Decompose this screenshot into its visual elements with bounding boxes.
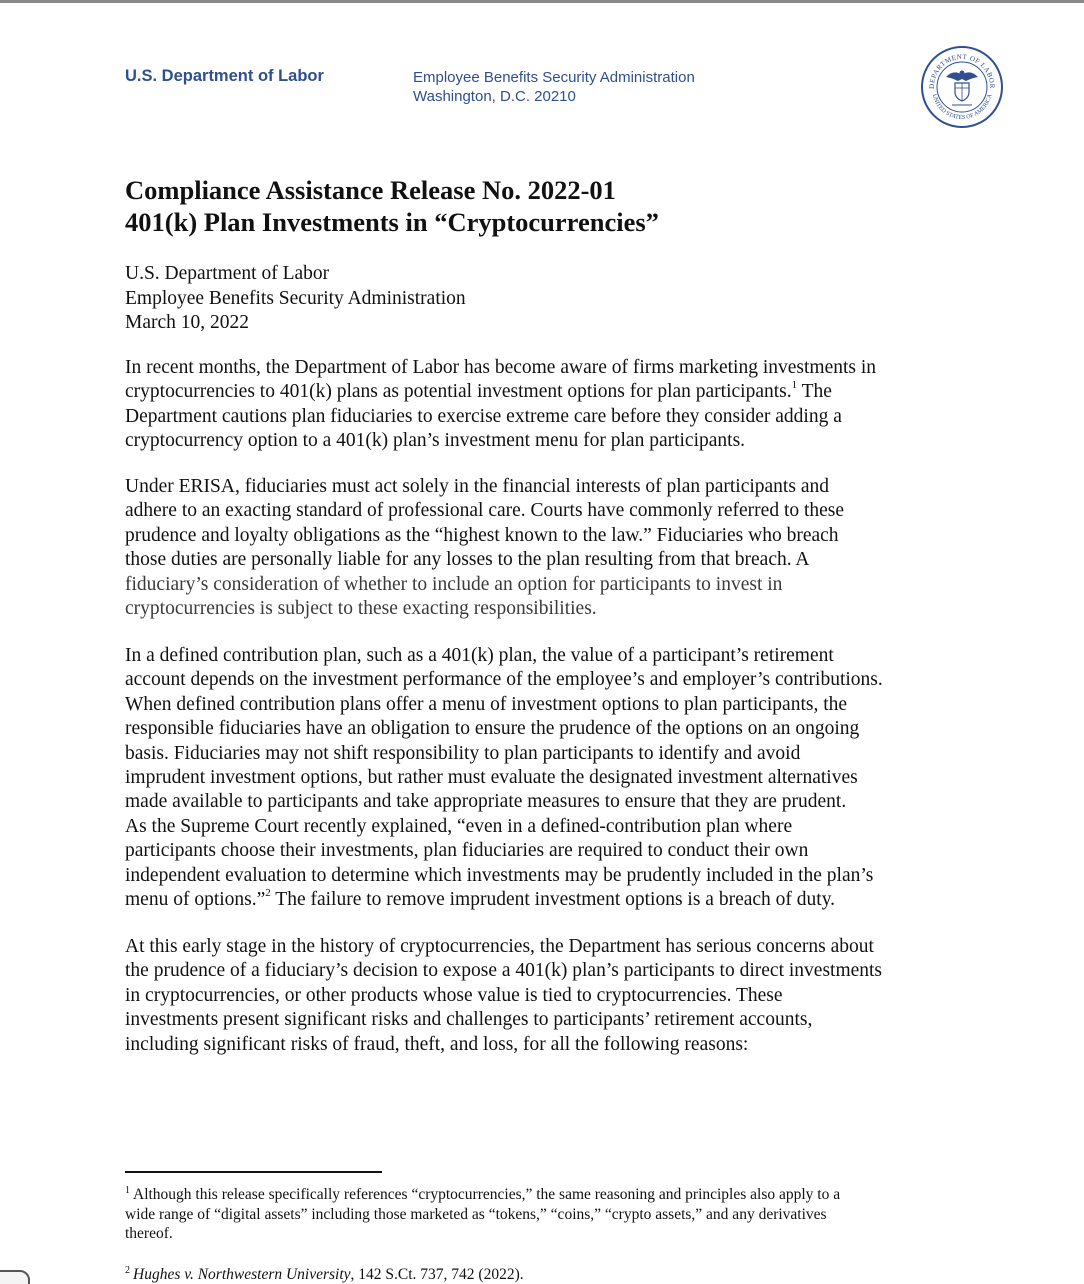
footnote-1-line-2: wide range of “digital assets” including those marketed as “tokens,” “coins,” “crypto assets,” and any derivatives — [125, 1205, 827, 1223]
p2-line-1: Under ERISA, fiduciaries must act solely in the financial interests of plan participants and — [125, 476, 829, 497]
p1-line-2: cryptocurrencies to 401(k) plans as potential investment options for plan participants.$^1$ The — [125, 379, 832, 403]
footnote-1 — [125, 1185, 965, 1244]
top-border — [0, 0, 1084, 3]
p1-line-3: Department cautions plan fiduciaries to exercise extreme care before they consider adding a — [125, 405, 842, 427]
department-seal-icon — [920, 45, 1004, 129]
issuer-administration: Employee Benefits Security Administration — [125, 287, 466, 309]
p1-line-4: cryptocurrency option to a 401(k) plan’s investment menu for plan participants. — [125, 430, 746, 452]
paragraph-1 — [125, 356, 965, 454]
p3-line-9: participants choose their investments, plan fiduciaries are required to conduct their own — [125, 840, 809, 862]
paragraph-2 — [125, 475, 965, 621]
p2-line-6: cryptocurrencies is subject to these exacting responsibilities. — [125, 598, 597, 620]
footnote-1-line-3: thereof. — [125, 1225, 173, 1242]
issuer-department: U.S. Department of Labor — [125, 263, 330, 284]
footnote-divider — [125, 1171, 382, 1173]
footnote-ref-1: 1 — [791, 379, 798, 392]
seal-text-bottom: UNITED STATES OF AMERICA — [930, 93, 994, 122]
p3-line-8: As the Supreme Court recently explained, “even in a defined-contribution plan where — [125, 815, 793, 837]
footnote-ref-2: 2 — [265, 887, 271, 900]
footnote-2-case-name: Hughes v. Northwestern University — [133, 1266, 351, 1283]
seal-text-top: DEPARTMENT OF LABOR — [927, 52, 997, 89]
footnote-2-citation: , 142 S.Ct. 737, 742 (2022). — [350, 1266, 524, 1283]
p2-line-4: those duties are personally liable for any losses to the plan resulting from that breach. A — [125, 549, 810, 571]
address-line-2: Washington, D.C. 20210 — [413, 88, 576, 105]
p1-line-1: In recent months, the Department of Labor has become aware of firms marketing investments in — [125, 357, 877, 378]
paragraph-4 — [125, 935, 965, 1057]
viewer-corner-handle[interactable] — [0, 1270, 30, 1284]
title-line-2: 401(k) Plan Investments in “Cryptocurrencies” — [125, 207, 659, 237]
footnote-2 — [125, 1265, 965, 1284]
p3-line-3: When defined contribution plans offer a menu of investment options to plan participants, the — [125, 693, 848, 715]
p3-line-2: account depends on the investment performance of the employee’s and employer’s contributions. — [125, 669, 883, 691]
footnote-2-mark: 2 — [125, 1265, 130, 1276]
p2-line-2: adhere to an exacting standard of professional care. Courts have commonly referred to these — [125, 500, 845, 522]
p4-line-4: investments present significant risks and challenges to participants’ retirement accounts, — [125, 1009, 813, 1031]
p4-line-1: At this early stage in the history of cryptocurrencies, the Department has serious concerns about — [125, 936, 874, 957]
paragraph-3 — [125, 644, 965, 912]
footnote-1-mark: 1 — [125, 1185, 130, 1196]
title-line-1: Compliance Assistance Release No. 2022-01 — [125, 175, 616, 205]
p3-line-11: menu of options.”$^2$ The failure to remove imprudent investment options is a breach of duty. — [125, 887, 836, 911]
issue-date: March 10, 2022 — [125, 312, 250, 333]
p3-line-7: made available to participants and take appropriate measures to ensure that they are prudent. — [125, 791, 847, 813]
p3-line-5: basis. Fiduciaries may not shift responsibility to plan participants to identify and avoid — [125, 742, 801, 764]
p3-line-6: imprudent investment options, but rather must evaluate the designated investment alternatives — [125, 767, 858, 789]
p4-line-3: in cryptocurrencies, or other products whose value is tied to cryptocurrencies. These — [125, 984, 783, 1006]
p4-line-2: the prudence of a fiduciary’s decision to expose a 401(k) plan’s participants to direct investments — [125, 960, 883, 982]
letterhead-address — [413, 68, 695, 106]
page-title — [125, 174, 659, 238]
letterhead-agency: U.S. Department of Labor — [125, 67, 324, 85]
p2-line-5: fiduciary’s consideration of whether to include an option for participants to invest in — [125, 573, 783, 595]
p3-line-10: independent evaluation to determine which investments may be prudently included in the plan’s — [125, 864, 874, 886]
issuer-block — [125, 262, 466, 336]
p4-line-5: including significant risks of fraud, theft, and loss, for all the following reasons: — [125, 1033, 749, 1055]
p2-line-3: prudence and loyalty obligations as the “highest known to the law.” Fiduciaries who breach — [125, 524, 839, 546]
address-line-1: Employee Benefits Security Administration — [413, 69, 695, 86]
footnote-1-line-1: Although this release specifically references “cryptocurrencies,” the same reasoning and principles also apply to a — [133, 1186, 841, 1203]
p3-line-1: In a defined contribution plan, such as a 401(k) plan, the value of a participant’s retirement — [125, 645, 834, 666]
p3-line-4: responsible fiduciaries have an obligation to ensure the prudence of the options on an ongoing — [125, 718, 860, 740]
